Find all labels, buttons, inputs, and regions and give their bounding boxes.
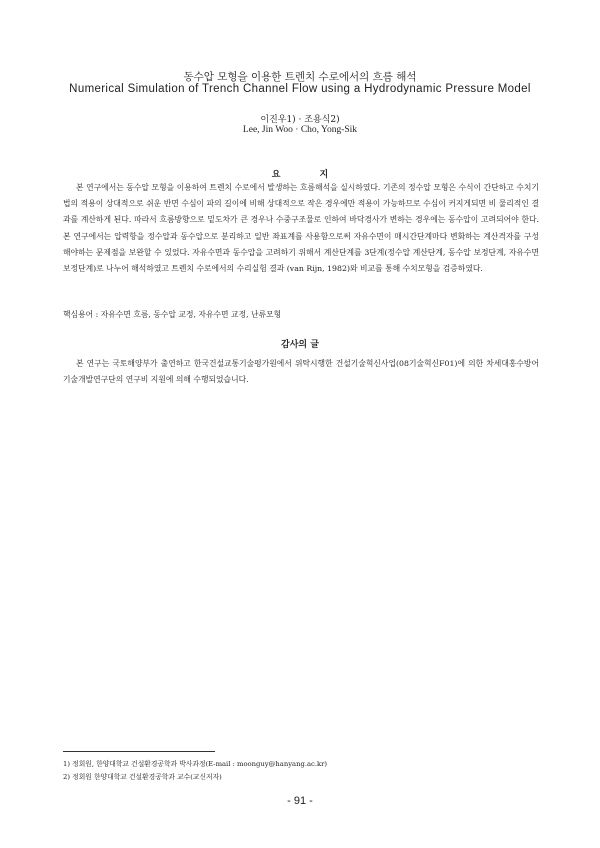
authors-korean: 이진우1) · 조용식2) (260, 115, 340, 125)
acknowledgement-heading: 감사의 글 (281, 340, 319, 350)
title-korean: 동수압 모형을 이용한 트렌치 수로에서의 흐름 해석 (183, 71, 417, 83)
authors-english: Lee, Jin Woo · Cho, Yong-Sik (242, 125, 358, 135)
abstract-heading: 요 지 (271, 170, 347, 180)
abstract-body: 본 연구에서는 동수압 모형을 이용하여 트렌치 수로에서 발생하는 흐름해석을 실시하였다. 기존의 정수압 모형은 수식이 간단하고 수치기법의 적용이 상대적으로 쉬운 반면 수심이 파의 길이에 비해 상대적으로 작은 경우에만 적용이 가능하므로 수심이 커지게되면 비 물리적인 결과를 계산하게 된다. 따라서 흐름방향으로 밑도차가 큰 경우나 수중구조물로 인하여 바닥경사가 변하는 경우에는 동수압이 고려되어야 한다. 본 연구에서는 압력항을 정수압과 동수압으로 분리하고 일반 좌표계를 사용함으로써 자유수면이 매시간단계마다 변화하는 계산격자를 구성해야하는 문제점을 보완할 수 있었다. 자유수면과 동수압을 고려하기 위해서 계산단계를 3단계(정수압 계산단계, 동수압 보정단계, 자유수면 보정단계)로 나누어 해석하였고 트렌치 수로에서의 수리실험 결과 (van Rijn, 1982)와 비교를 통해 수치모형을 검증하였다. (63, 183, 539, 274)
footnote-divider (63, 751, 215, 752)
page-number: - 91 - (287, 795, 313, 807)
keywords: 핵심용어 : 자유수면 흐름, 동수압 교정, 자유수면 교정, 난류모형 (63, 310, 282, 319)
footnote-2: 2) 정회원 한양대학교 건설환경공학과 교수(교신저자) (63, 773, 222, 781)
acknowledgement-body: 본 연구는 국토해양부가 출연하고 한국건설교통기술평가원에서 위탁시행한 건설기술혁신사업(08기술혁신F01)에 의한 차세대홍수방어기술개발연구단의 연구비 지원에 의해 수행되었습니다. (63, 359, 539, 385)
title-english: Numerical Simulation of Trench Channel Flow using a Hydrodynamic Pressure Model (69, 83, 531, 95)
footnote-1: 1) 정회원, 한양대학교 건설환경공학과 박사과정(E-mail : moonguy@hanyang.ac.kr) (63, 760, 328, 768)
